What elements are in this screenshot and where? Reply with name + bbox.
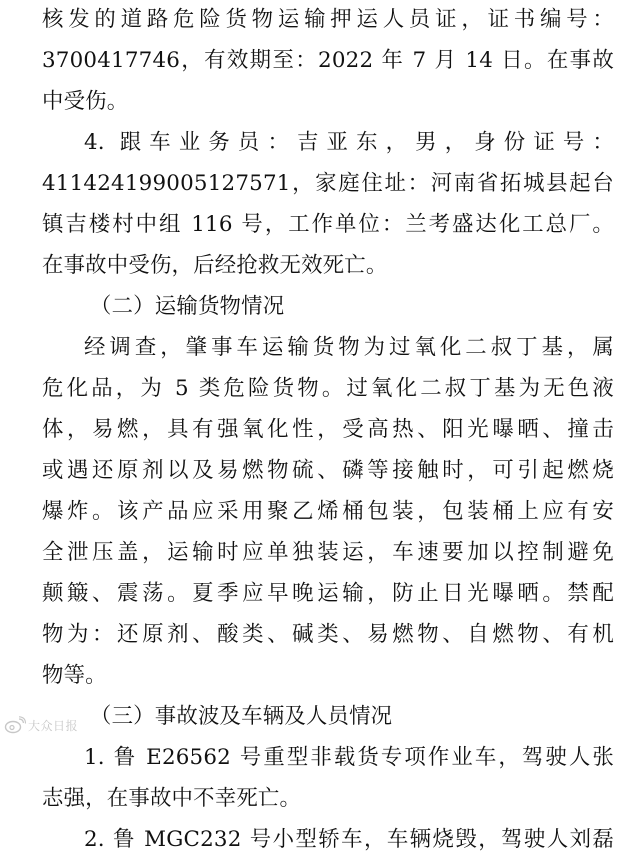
section-heading: （二）运输货物情况 [90, 294, 285, 319]
text-line: 4. 跟车业务员：吉亚东，男，身份证号： [84, 130, 614, 155]
text-line: 镇吉楼村中组 116 号，工作单位：兰考盛达化工总厂。 [42, 212, 614, 237]
watermark [4, 714, 78, 736]
section-heading: （三）事故波及车辆及人员情况 [90, 704, 393, 729]
text-line: 中受伤。 [42, 89, 129, 114]
text-line: 爆炸。该产品应采用聚乙烯桶包装，包装桶上应有安 [42, 499, 614, 524]
document-page [42, 0, 614, 860]
text-line: 3700417746，有效期至：2022 年 7 月 14 日。在事故 [42, 48, 614, 73]
weibo-logo-icon [4, 716, 26, 734]
text-line: 1. 鲁 E26562 号重型非载货专项作业车，驾驶人张 [84, 745, 614, 770]
document-body [42, 0, 614, 860]
text-line: 经调查，肇事车运输货物为过氧化二叔丁基，属 [84, 335, 614, 360]
text-line: 或遇还原剂以及易燃物硫、磷等接触时，可引起燃烧 [42, 458, 614, 483]
text-line: 物为：还原剂、酸类、碱类、易燃物、自燃物、有机 [42, 622, 614, 647]
text-line: 2. 鲁 MGC232 号小型轿车，车辆烧毁，驾驶人刘磊 [84, 827, 614, 852]
text-line: 全泄压盖，运输时应单独装运，车速要加以控制避免 [42, 540, 614, 565]
text-line: 411424199005127571，家庭住址：河南省拓城县起台 [42, 171, 614, 196]
text-line: 危化品，为 5 类危险货物。过氧化二叔丁基为无色液 [42, 376, 614, 401]
text-line: 体，易燃，具有强氧化性，受高热、阳光曝晒、撞击 [42, 417, 614, 442]
text-line: 志强，在事故中不幸死亡。 [42, 786, 302, 811]
text-line: 核发的道路危险货物运输押运人员证，证书编号： [42, 7, 614, 32]
text-line: 在事故中受伤，后经抢救无效死亡。 [42, 253, 388, 278]
text-line: 颠簸、震荡。夏季应早晚运输，防止日光曝晒。禁配 [42, 581, 614, 606]
text-line: 物等。 [42, 663, 107, 688]
watermark-text: 大众日报 [28, 718, 79, 733]
